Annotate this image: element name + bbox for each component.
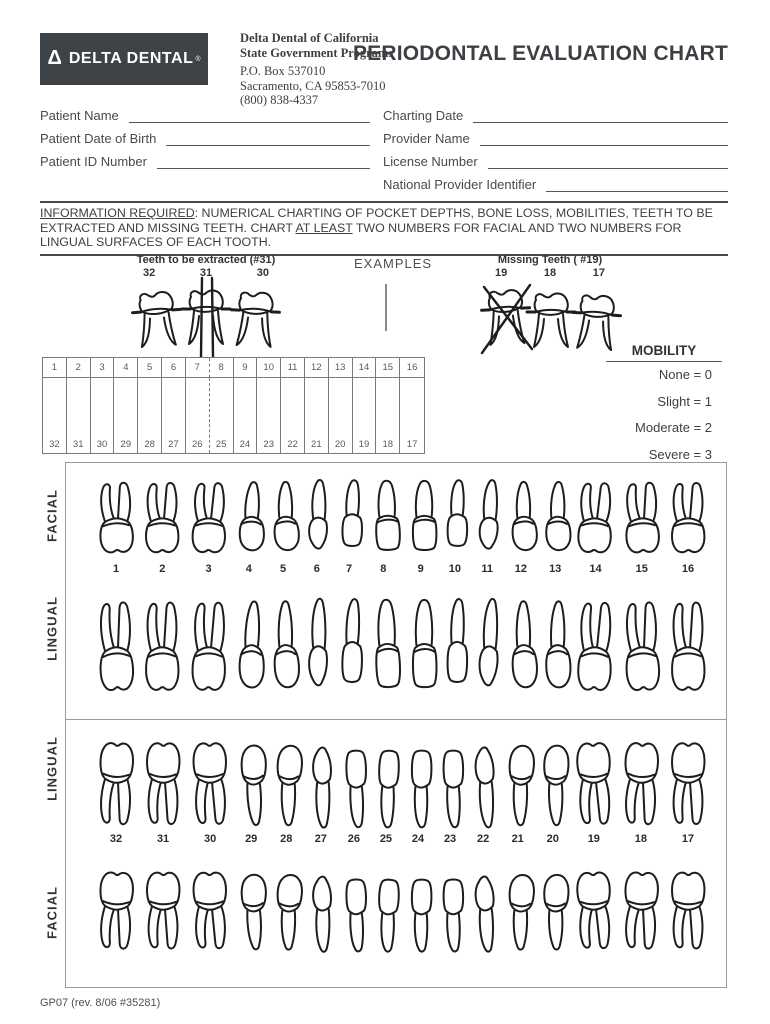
field-input-provider-name[interactable] xyxy=(480,128,728,146)
mobility-entry: Moderate = 2 xyxy=(635,420,712,435)
tooth-number-label: 25 xyxy=(379,833,393,845)
tooth-25-drawing xyxy=(372,863,400,956)
registered-mark: ® xyxy=(195,55,201,63)
tooth-8-facial[interactable] xyxy=(368,477,399,575)
pocket-entry-cell-17[interactable]: 17 xyxy=(406,439,418,450)
pocket-entry-cell-18[interactable]: 18 xyxy=(376,378,400,453)
tooth-number-label: 26 xyxy=(347,833,360,845)
tooth-26-drawing xyxy=(340,863,367,956)
tooth-19-drawing xyxy=(573,733,615,832)
field-label-provider-name: Provider Name xyxy=(383,131,470,146)
tooth-20-lingual[interactable] xyxy=(539,733,567,845)
tooth-31-drawing xyxy=(143,863,184,955)
tooth-18-facial[interactable] xyxy=(621,863,661,955)
tooth-number-label: 14 xyxy=(589,563,602,575)
tooth-22-drawing xyxy=(468,863,498,956)
tooth-1-lingual[interactable] xyxy=(96,595,136,701)
page-title: PERIODONTAL EVALUATION CHART xyxy=(352,42,728,65)
tooth-24-drawing xyxy=(405,733,431,831)
tooth-17-drawing xyxy=(667,863,708,955)
delta-triangle-icon: Δ xyxy=(47,46,62,69)
mobility-entry: Severe = 3 xyxy=(648,446,712,462)
tooth-4-facial[interactable] xyxy=(235,477,263,575)
pocket-header-cell-7: 7 xyxy=(186,358,210,378)
tooth-number-label: 3 xyxy=(205,563,212,575)
instructions-emphasis: AT LEAST xyxy=(295,220,353,235)
address-line: Sacramento, CA 95853-7010 xyxy=(240,78,386,93)
tooth-27-lingual[interactable] xyxy=(307,733,334,845)
tooth-12-drawing xyxy=(506,477,536,562)
tooth-16-lingual[interactable] xyxy=(668,595,708,701)
upper-lingual-label: LINGUAL xyxy=(44,596,60,661)
field-label-license-number: License Number xyxy=(383,154,478,169)
pocket-header-cell-14: 14 xyxy=(353,358,377,378)
tooth-19-lingual[interactable] xyxy=(574,733,614,845)
tooth-6-facial[interactable] xyxy=(303,477,330,575)
field-input-national-provider-identifier[interactable] xyxy=(546,174,728,192)
pocket-header-cell-6: 6 xyxy=(162,358,186,378)
missing-example-title: Missing Teeth ( #19) xyxy=(497,254,603,266)
tooth-17-drawing xyxy=(667,733,708,831)
field-input-charting-date[interactable] xyxy=(473,105,728,123)
logo-wordmark: DELTA DENTAL xyxy=(68,50,194,67)
extraction-example-teeth-drawing xyxy=(133,287,279,349)
tooth-32-facial[interactable] xyxy=(96,863,136,955)
tooth-32-drawing xyxy=(94,862,137,955)
tooth-23-facial[interactable] xyxy=(438,863,463,955)
tooth-31-lingual[interactable] xyxy=(143,733,183,845)
tooth-24-facial[interactable] xyxy=(406,863,431,955)
tooth-5-drawing xyxy=(268,477,298,562)
tooth-number-label: 17 xyxy=(681,833,695,845)
tooth-3-drawing xyxy=(188,477,229,561)
tooth-26-drawing xyxy=(340,733,367,832)
tooth-number-label: 19 xyxy=(495,267,508,279)
tooth-30-lingual[interactable] xyxy=(190,733,230,845)
tooth-number-label: 30 xyxy=(256,267,269,279)
tooth-3-lingual[interactable] xyxy=(189,595,229,701)
tooth-9-lingual[interactable] xyxy=(405,595,436,701)
address-line: (800) 838-4337 xyxy=(240,93,319,107)
field-label-national-provider-identifier: National Provider Identifier xyxy=(383,177,537,192)
pocket-entry-cell-23[interactable]: 23 xyxy=(257,378,281,453)
tooth-29-drawing xyxy=(235,733,267,832)
tooth-number-label: 12 xyxy=(514,563,528,575)
pocket-header-cell-16: 16 xyxy=(400,358,424,378)
delta-dental-logo xyxy=(40,33,208,85)
pocket-entry-cell-32[interactable]: 32 xyxy=(43,378,67,453)
tooth-30-facial[interactable] xyxy=(190,863,230,955)
pocket-entry-cell-24[interactable]: 24 xyxy=(234,378,258,453)
patient-fields-column xyxy=(40,100,370,169)
mobility-legend xyxy=(600,343,728,468)
tooth-12-facial[interactable] xyxy=(507,477,535,575)
tooth-23-drawing xyxy=(437,863,463,955)
tooth-9-drawing xyxy=(405,477,437,561)
tooth-number-label: 8 xyxy=(380,563,387,575)
pocket-header-cell-2: 2 xyxy=(67,358,91,378)
tooth-4-drawing xyxy=(233,477,264,562)
examples-heading: EXAMPLES xyxy=(354,256,433,271)
tooth-number-label: 32 xyxy=(109,833,123,845)
pocket-header-cell-4: 4 xyxy=(114,358,138,378)
tooth-25-facial[interactable] xyxy=(373,863,398,955)
tooth-26-lingual[interactable] xyxy=(341,733,366,845)
tooth-number-label: 4 xyxy=(245,563,252,575)
information-required-note xyxy=(40,201,728,256)
tooth-31-facial[interactable] xyxy=(143,863,183,955)
mobility-entry: Slight = 1 xyxy=(657,393,712,409)
tooth-20-drawing xyxy=(539,863,567,955)
tooth-32-drawing xyxy=(94,732,138,831)
tooth-8-drawing xyxy=(366,594,401,701)
pocket-header-cell-12: 12 xyxy=(305,358,329,378)
upper-facial-label: FACIAL xyxy=(44,489,60,542)
pocket-header-cell-3: 3 xyxy=(91,358,115,378)
tooth-13-drawing xyxy=(541,595,569,701)
tooth-5-lingual[interactable] xyxy=(269,595,297,701)
tooth-number-label: 20 xyxy=(546,833,559,845)
tooth-7-facial[interactable] xyxy=(337,477,362,575)
provider-fields-column xyxy=(383,100,728,192)
tooth-chart xyxy=(65,462,727,988)
tooth-11-lingual[interactable] xyxy=(474,595,501,701)
tooth-10-facial[interactable] xyxy=(442,477,467,575)
mobility-entries xyxy=(600,362,728,468)
tooth-24-lingual[interactable] xyxy=(406,733,431,845)
tooth-27-facial[interactable] xyxy=(307,863,334,955)
tooth-7-lingual[interactable] xyxy=(337,595,362,701)
instructions-lead: INFORMATION REQUIRED xyxy=(40,206,195,220)
tooth-number-label: 30 xyxy=(204,833,217,845)
missing-example-numbers xyxy=(487,267,613,279)
tooth-12-drawing xyxy=(506,595,537,702)
tooth-8-lingual[interactable] xyxy=(368,595,399,701)
pocket-entry-cell-26[interactable]: 26 xyxy=(186,378,210,453)
tooth-number-label: 7 xyxy=(346,563,353,575)
tooth-5-drawing xyxy=(268,595,299,702)
tooth-number-label: 5 xyxy=(280,563,287,575)
tooth-29-facial[interactable] xyxy=(237,863,265,955)
tooth-26-facial[interactable] xyxy=(341,863,366,955)
tooth-2-lingual[interactable] xyxy=(142,595,182,701)
tooth-18-drawing xyxy=(619,862,662,955)
tooth-23-drawing xyxy=(437,733,463,831)
tooth-23-lingual[interactable] xyxy=(438,733,463,845)
tooth-11-drawing xyxy=(472,477,502,562)
tooth-22-lingual[interactable] xyxy=(470,733,497,845)
tooth-14-facial[interactable] xyxy=(575,477,615,575)
pocket-entry-cell-30[interactable]: 30 xyxy=(91,378,115,453)
pocket-entry-cell-19[interactable]: 19 xyxy=(353,378,377,453)
form-field-row xyxy=(383,146,728,169)
tooth-number-label: 1 xyxy=(112,563,120,575)
pocket-entry-cell-25[interactable]: 25 xyxy=(210,378,234,453)
tooth-20-facial[interactable] xyxy=(539,863,567,955)
pocket-header-cell-15: 15 xyxy=(376,358,400,378)
tooth-number-label: 22 xyxy=(477,833,490,845)
tooth-14-drawing xyxy=(574,595,617,702)
tooth-number-label: 2 xyxy=(159,563,166,575)
tooth-4-lingual[interactable] xyxy=(235,595,263,701)
tooth-29-drawing xyxy=(236,863,267,956)
tooth-1-facial[interactable] xyxy=(96,477,136,575)
tooth-21-facial[interactable] xyxy=(504,863,532,955)
pocket-depth-table xyxy=(42,357,425,454)
pocket-entry-cell-20[interactable]: 20 xyxy=(329,378,353,453)
mobility-entry: None = 0 xyxy=(658,367,712,382)
tooth-6-lingual[interactable] xyxy=(303,595,330,701)
tooth-28-drawing xyxy=(271,733,301,832)
tooth-28-facial[interactable] xyxy=(272,863,300,955)
extraction-example-numbers xyxy=(135,267,277,279)
tooth-12-lingual[interactable] xyxy=(507,595,535,701)
tooth-number-label: 13 xyxy=(549,563,562,575)
tooth-21-lingual[interactable] xyxy=(504,733,532,845)
tooth-29-lingual[interactable] xyxy=(237,733,265,845)
tooth-21-drawing xyxy=(503,863,533,956)
tooth-19-facial[interactable] xyxy=(574,863,614,955)
tooth-number-label: 11 xyxy=(481,563,493,575)
tooth-18-lingual[interactable] xyxy=(621,733,661,845)
tooth-number-label: 10 xyxy=(448,563,462,575)
tooth-11-drawing xyxy=(472,595,503,702)
tooth-31-drawing xyxy=(142,733,183,831)
tooth-20-drawing xyxy=(539,733,567,831)
tooth-2-facial[interactable] xyxy=(142,477,182,575)
tooth-number-label: 32 xyxy=(143,267,156,279)
pocket-header-cell-11: 11 xyxy=(281,358,305,378)
lower-facial-row xyxy=(96,863,708,955)
form-field-row xyxy=(383,100,728,123)
tooth-number-label: 31 xyxy=(199,267,213,279)
extraction-example xyxy=(118,254,294,354)
pocket-header-cell-9: 9 xyxy=(234,358,258,378)
tooth-25-lingual[interactable] xyxy=(373,733,398,845)
pocket-entry-cell-27[interactable]: 27 xyxy=(162,378,186,453)
tooth-16-drawing xyxy=(667,595,708,701)
lower-lingual-row xyxy=(96,733,708,845)
tooth-13-lingual[interactable] xyxy=(541,595,569,701)
extraction-mark-lines xyxy=(201,278,213,357)
tooth-number-label: 15 xyxy=(635,563,648,575)
tooth-8-drawing xyxy=(366,476,400,561)
instructions-body-2: TWO NUMBERS FOR FACIAL AND TWO NUMBERS FOR LINGUAL SURFACES OF EACH TOOTH. xyxy=(40,220,682,250)
tooth-9-facial[interactable] xyxy=(405,477,436,575)
tooth-number-label: 24 xyxy=(411,833,425,845)
tooth-22-drawing xyxy=(468,733,499,832)
form-number: GP07 (rev. 8/06 #35281) xyxy=(40,997,161,1009)
form-field-row xyxy=(40,123,370,146)
form-field-row xyxy=(40,100,370,123)
address-line: State Government Programs xyxy=(240,45,394,60)
tooth-32-lingual[interactable] xyxy=(96,733,136,845)
tooth-19-drawing xyxy=(573,863,615,956)
arch-divider-line xyxy=(66,719,726,720)
tooth-15-drawing xyxy=(620,476,663,561)
tooth-number-label: 23 xyxy=(443,833,457,845)
tooth-5-facial[interactable] xyxy=(269,477,297,575)
field-input-patient-id-number[interactable] xyxy=(157,151,370,169)
upper-lingual-row xyxy=(96,595,708,701)
tooth-28-drawing xyxy=(271,863,301,956)
tooth-3-facial[interactable] xyxy=(189,477,229,575)
tooth-13-facial[interactable] xyxy=(541,477,569,575)
tooth-number-label: 17 xyxy=(592,267,605,279)
tooth-11-facial[interactable] xyxy=(474,477,501,575)
tooth-14-lingual[interactable] xyxy=(575,595,615,701)
mobility-heading: MOBILITY xyxy=(606,343,722,362)
field-input-patient-date-of-birth[interactable] xyxy=(166,128,370,146)
tooth-17-facial[interactable] xyxy=(668,863,708,955)
tooth-25-drawing xyxy=(372,733,401,832)
form-field-row xyxy=(383,169,728,192)
tooth-22-facial[interactable] xyxy=(470,863,497,955)
tooth-10-drawing xyxy=(442,477,468,561)
tooth-30-drawing xyxy=(190,863,231,955)
address-line: Delta Dental of California xyxy=(240,31,379,45)
pocket-header-cell-8: 8 xyxy=(210,358,234,378)
tooth-number-label: 27 xyxy=(314,833,327,845)
address-line: P.O. Box 537010 xyxy=(240,64,326,78)
tooth-10-lingual[interactable] xyxy=(442,595,467,701)
pocket-header-cell-5: 5 xyxy=(138,358,162,378)
tooth-7-drawing xyxy=(335,595,363,702)
pocket-header-cell-13: 13 xyxy=(329,358,353,378)
pocket-header-cell-1: 1 xyxy=(43,358,67,378)
form-field-row xyxy=(40,146,370,169)
tooth-27-drawing xyxy=(307,733,334,831)
instructions-body: : NUMERICAL CHARTING OF POCKET DEPTHS, BONE LOSS, MOBILITIES, TEETH TO BE EXTRACTED AND MISSING TEETH. CHART xyxy=(40,206,713,235)
tooth-number-label: 29 xyxy=(245,833,258,845)
tooth-10-drawing xyxy=(442,595,468,701)
tooth-1-drawing xyxy=(94,594,138,701)
field-label-patient-id-number: Patient ID Number xyxy=(40,154,147,169)
tooth-number-label: 18 xyxy=(634,833,647,845)
field-label-patient-name: Patient Name xyxy=(40,108,119,123)
pocket-entry-cell-21[interactable]: 21 xyxy=(305,378,329,453)
tooth-17-lingual[interactable] xyxy=(668,733,708,845)
pocket-header-cell-10: 10 xyxy=(257,358,281,378)
pocket-entry-cell-22[interactable]: 22 xyxy=(281,378,305,453)
tooth-4-drawing xyxy=(233,595,265,702)
field-input-license-number[interactable] xyxy=(488,151,728,169)
field-label-patient-date-of-birth: Patient Date of Birth xyxy=(40,131,157,146)
tooth-28-lingual[interactable] xyxy=(272,733,300,845)
tooth-27-drawing xyxy=(307,863,334,955)
pocket-entry-cell-29[interactable]: 29 xyxy=(114,378,138,453)
tooth-number-label: 28 xyxy=(280,833,293,845)
lower-lingual-label: LINGUAL xyxy=(44,736,60,801)
tooth-21-drawing xyxy=(502,733,532,832)
tooth-number-label: 16 xyxy=(681,563,695,575)
tooth-2-drawing xyxy=(142,595,183,701)
tooth-3-drawing xyxy=(188,595,229,701)
tooth-6-drawing xyxy=(303,595,330,701)
tooth-15-lingual[interactable] xyxy=(622,595,662,701)
lower-facial-label: FACIAL xyxy=(44,886,60,939)
tooth-16-facial[interactable] xyxy=(668,477,708,575)
tooth-9-drawing xyxy=(404,595,436,701)
tooth-6-drawing xyxy=(303,477,330,561)
pocket-entry-cell-28[interactable]: 28 xyxy=(138,378,162,453)
tooth-7-drawing xyxy=(336,477,363,562)
tooth-number-label: 21 xyxy=(511,833,524,845)
field-input-patient-name[interactable] xyxy=(129,105,370,123)
pocket-entry-cell-31[interactable]: 31 xyxy=(67,378,91,453)
tooth-15-drawing xyxy=(620,594,664,701)
tooth-2-drawing xyxy=(142,477,183,561)
tooth-number-label: 6 xyxy=(313,563,320,575)
tooth-24-drawing xyxy=(405,863,431,955)
tooth-13-drawing xyxy=(541,477,569,561)
tooth-18-drawing xyxy=(619,732,663,831)
field-label-charting-date: Charting Date xyxy=(383,108,464,123)
tooth-30-drawing xyxy=(190,733,231,831)
examples-divider-line xyxy=(385,284,387,331)
extraction-example-title: Teeth to be extracted (#31) xyxy=(136,254,276,266)
tooth-number-label: 9 xyxy=(417,563,424,575)
tooth-number-label: 19 xyxy=(587,833,600,845)
tooth-number-label: 31 xyxy=(156,833,170,845)
tooth-1-drawing xyxy=(94,476,137,561)
missing-example-teeth-drawing xyxy=(484,287,616,353)
tooth-15-facial[interactable] xyxy=(622,477,662,575)
tooth-number-label: 18 xyxy=(543,267,557,279)
tooth-16-drawing xyxy=(667,477,708,561)
upper-facial-row xyxy=(96,477,708,575)
form-field-row xyxy=(383,123,728,146)
tooth-14-drawing xyxy=(574,477,616,562)
